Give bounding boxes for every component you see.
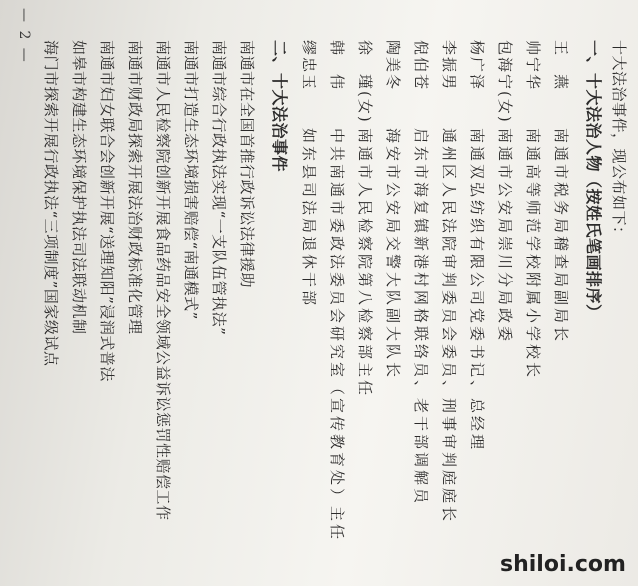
section1-note: （按姓氏笔画排序） [584, 172, 603, 321]
section1-title: 一、十大法治人物 [584, 40, 603, 173]
watermark: shiloi.com [500, 552, 626, 577]
person-name: 杨广泽 [468, 40, 486, 92]
person-row [412, 40, 430, 506]
person-desc: 南通双弘纺织有限公司党委书记、总经理 [468, 128, 486, 453]
person-desc: 南通高等师范学校附属小学校长 [524, 128, 542, 381]
person-name: 徐 瑾(女) [356, 40, 374, 124]
person-desc: 中共南通市委政法委员会研究室（宣传教育处）主任 [328, 128, 346, 543]
event-item: 南通市妇女联合会创新开展“送理知阳”浸润式普法 [98, 40, 116, 382]
person-name: 帅宁华 [524, 40, 542, 92]
event-item: 南通市综合行政执法实现“一支队伍管执法” [210, 40, 228, 336]
person-desc: 南通市公安局崇川分局政委 [496, 128, 514, 345]
person-name: 李振男 [440, 40, 458, 92]
intro-line: 十大法治事件，现公布如下： [610, 40, 628, 242]
person-name: 包海宁(女) [496, 40, 514, 124]
person-desc: 通州区人民法院审判委员会委员、刑事审判庭庭长 [440, 128, 458, 525]
person-desc: 南通市税务局稽查局副局长 [552, 128, 570, 345]
person-row [468, 40, 486, 452]
event-item: 南通市打造生态环境损害赔偿“南通模式” [182, 40, 200, 320]
section2-title: 二、十大法治事件 [270, 40, 289, 173]
person-name: 陶美冬 [384, 40, 402, 92]
person-row [496, 40, 514, 344]
person-desc: 南通市人民检察院第八检察部主任 [356, 128, 374, 399]
person-desc: 海安市公安局交警大队副大队长 [384, 128, 402, 381]
person-name: 韩 伟 [328, 40, 346, 92]
person-desc: 如东县司法局退休干部 [300, 128, 318, 309]
page-number: — 2 — [16, 8, 32, 64]
person-row [552, 40, 570, 344]
person-name: 缪忠玉 [300, 40, 318, 92]
person-row [328, 40, 346, 542]
event-item: 如皋市构建生态环境保护执法司法联动机制 [70, 40, 88, 335]
section1-heading [584, 40, 602, 321]
event-item: 南通市在全国首推行政诉讼法律援助 [238, 40, 256, 289]
person-row [524, 40, 542, 380]
person-row [356, 40, 374, 398]
person-row [300, 40, 318, 308]
event-item: 南通市财政局探索开展法治财政标准化管理 [126, 40, 144, 335]
person-desc: 启东市海复镇新港村网格联络员、老干部调解员 [412, 128, 430, 507]
event-item: 海门市探索开展行政执法“三项制度”国家级试点 [42, 40, 60, 367]
person-row [440, 40, 458, 524]
person-row [384, 40, 402, 380]
event-item: 南通市人民检察院创新开展食品药品安全领域公益诉讼惩罚性赔偿工作 [154, 40, 172, 521]
person-name: 王 燕 [552, 40, 570, 92]
person-name: 倪伯苍 [412, 40, 430, 92]
